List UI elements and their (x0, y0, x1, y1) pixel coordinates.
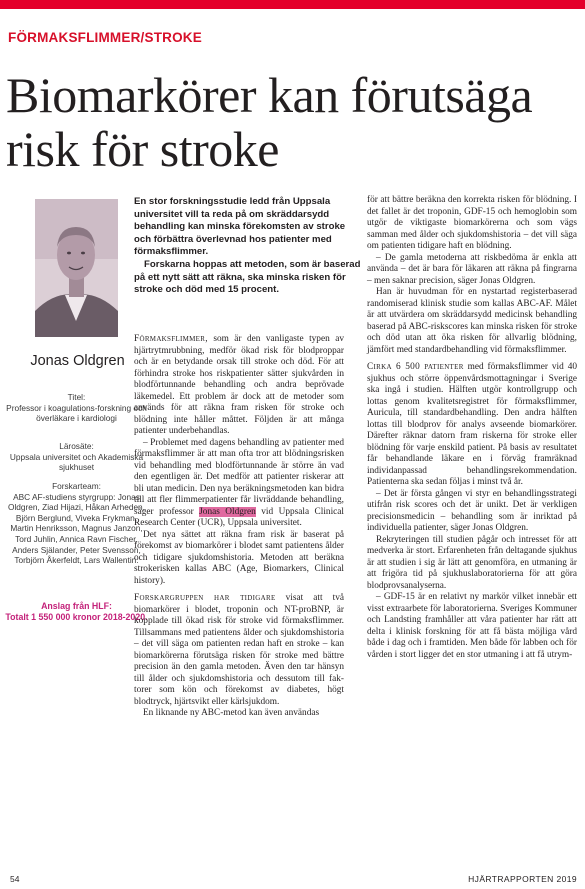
col2-p4-lead: Cirka 6 500 patienter (367, 362, 464, 372)
lead-text-2: Forskarna hoppas att metoden, som är baserad på ett nytt sätt att räkna, ska minska risken för stroke och död med 15 procent. (134, 258, 361, 296)
title-label: Titel: (67, 392, 86, 402)
col2-paragraph-5: – Det är första gången vi styr en behandlingsstrategi utifrån risk scores och det är unikt. Det är verkligen precisionsmedicin – behandling som är inriktad på individuella patienter, säger Jonas Oldgren. (367, 488, 577, 533)
highlighted-name: Jonas Oldgren (199, 506, 256, 517)
col2-paragraph-3: Han är huvudman för en nystartad registerbaserad randomiserad klinisk studie som kallas ABC-AF. Målet är att utvärdera om skräddarsydd medicinsk behandling baserad på ABC-riskscores kan minska risken för stroke och död utan att öka risken för allvarlig blödning, jämfört med standardbehandling vid förmaksflimmer. (367, 287, 577, 355)
research-team-value: ABC AF-studiens styrgrupp: Jonas Oldgren, Ziad Hijazi, Håkan Arheden, Björn Berglund, Viveka Frykman, Martin Henriksson, Magnus Janzon, Tord Juhlin, Annica Ravn Fischer, Anders Själander, Peter Svensson, Torbjörn Åkerfeldt, Lars Wallentin. (8, 491, 145, 566)
research-team-label: Forskarteam: (52, 481, 101, 491)
col1-p1-rest: som är den vanligaste typen av hjärtrytmrubbning, medför ökad risk för blodproppar och är en betydande orsak till stroke och död. För att förhindra stroke hos riskpatienter sätter sjukvården in blodförtunnande behandling och andra beprövade läkemedel. Ett problem är dock att de metoder som används för att räkna fram risken för stroke och blödning inte håller måttet. Följden är att många patienter underbehandlas. (134, 334, 344, 436)
col1-paragraph-1 (134, 334, 344, 438)
top-accent-bar (0, 0, 585, 9)
article-column-2 (367, 195, 577, 661)
col2-paragraph-1: för att bättre beräkna den korrekta risken för blödning. I det fallet är det troponin, GDF-15 och hemoglobin som utgör de viktigaste biomarkörerna och som vägs samman med ålder och sjukdomshistoria – det vill säga om patienten tidigare haft en blödning. (367, 195, 577, 251)
university-label: Lärosäte: (59, 441, 94, 451)
publication-name: HJÄRTRAPPORTEN 2019 (468, 874, 577, 884)
research-team-block (4, 481, 149, 566)
col1-p2-before: – Problemet med dagens behandling av patienter med förmaksflimmer är att man ofta tror att blödningsrisken vid behandling med blodförtunnande är större än vad den egentligen är. Det medför att patienter riskerar att bli utan medicin. Den nya beräkningsmetoden kan bidra till att fler flimmerpatienter får livräddande behandling, säger professor (134, 437, 344, 517)
col1-paragraph-3: Det nya sättet att räkna fram risk är baserat på förekomst av biomarkörer i blodet samt patientens ålder och tidigare sjukdomshistoria. Metoden att beräkna strokerisken kallas ABC (Age, Biomarkers, Clinical history). (134, 529, 344, 586)
col2-paragraph-4 (367, 362, 577, 489)
funding-block (4, 601, 149, 623)
col1-paragraph-4 (134, 593, 344, 708)
university-value: Uppsala universitet och Akademiska sjukhuset (9, 451, 144, 473)
lead-paragraph (134, 196, 364, 297)
col1-p1-lead: Förmaksflimmer, (134, 334, 208, 344)
author-name: Jonas Oldgren (30, 353, 125, 369)
lead-text-1: En stor forskningsstudie ledd från Uppsala universitet vill ta reda på om skräddarsydd behandling kan minska förekomsten av stroke och förbättra överlevnad hos patienter med förmaksflimmer. (134, 196, 346, 258)
funding-value: Totalt 1 550 000 kronor 2018-2020. (5, 612, 148, 622)
col1-paragraph-2 (134, 438, 344, 530)
section-label: FÖRMAKSFLIMMER/STROKE (8, 30, 202, 45)
col1-paragraph-5: En liknande ny ABC-metod kan även användas (143, 708, 320, 718)
author-title-block (4, 392, 149, 424)
col1-p4-lead: Forskargruppen har tidigare (134, 593, 276, 603)
col2-paragraph-6: Rekryteringen till studien pågår och intresset för att medverka är stort. Erfarenheten från deltagande sjukhus är att studien i sig är lätt att genomföra, en utmaning är att frigöra tid på sjukhuslaboratorierna för att göra blodprovsanalyserna. (367, 534, 577, 591)
col1-p2-after: vid Uppsala Clinical Research Center (UCR), Uppsala universitet. (134, 506, 344, 528)
title-value: Professor i koagulations-forskning och överläkare i kardiologi (6, 402, 147, 424)
author-portrait (35, 199, 118, 337)
page-number: 54 (10, 874, 20, 884)
portrait-image (35, 199, 118, 337)
headline: Biomarkörer kan förutsäga risk för stroke (6, 67, 533, 177)
article-column-1 (134, 334, 344, 720)
col2-p4-rest: med förmaksflimmer vid 40 sjukhus och större öppenvårdsmottagningar i Sverige ska ingå i studien. Hälften utgör kontrollgrupp och lottas genom kvalitetsregistret för förmaksflimmer, Auricula, till standardbehandling. Den andra hälften lottas till blodprov för analys avseende biomarkörer. Därefter räknar datorn fram riskerna för stroke eller blödning för varje enskild patient. På basis av resultatet får behandlande läkare en i förväg framräknad individanpassad behandlingsrekommendation. Patienterna ska sedan följas i minst två år. (367, 362, 577, 487)
funding-label: Anslag från HLF: (41, 601, 112, 611)
university-block (4, 441, 149, 473)
col2-paragraph-7: – GDF-15 är en relativt ny markör vilket innebär ett visst extraarbete för laboratorierna. Sveriges Kommuner och Landsting framhåller att våra patienter har rätt att delta i klinisk forskning för att få bästa möjliga vård både i dag och i framtiden. Men både för labben och för vården i stort ligger det en stor utmaning i att få utrym- (367, 592, 577, 660)
col1-p4-rest: visat att två biomarkörer i blodet, troponin och NT-proBNP, är kopplade till ökad risk för stroke vid förmaksflimmer. Tillsammans med patientens ålder och sjukdomshistoria – det vill säga om patienten redan haft en stroke – kan biomarkörerna förutsäga risken för stroke med bättre precision än den gamla metoden. Även den tar hänsyn till ålder och sjukdomshistoria och dessutom till faktorer som kön och förekomst av diabetes, högt blodtryck, hjärtsvikt eller kärlsjukdom. (134, 593, 344, 707)
col2-paragraph-2: – De gamla metoderna att riskbedöma är enkla att använda – det är bara för läkaren att räkna på fingrarna – men saknar precision, säger Jonas Oldgren. (367, 252, 577, 286)
